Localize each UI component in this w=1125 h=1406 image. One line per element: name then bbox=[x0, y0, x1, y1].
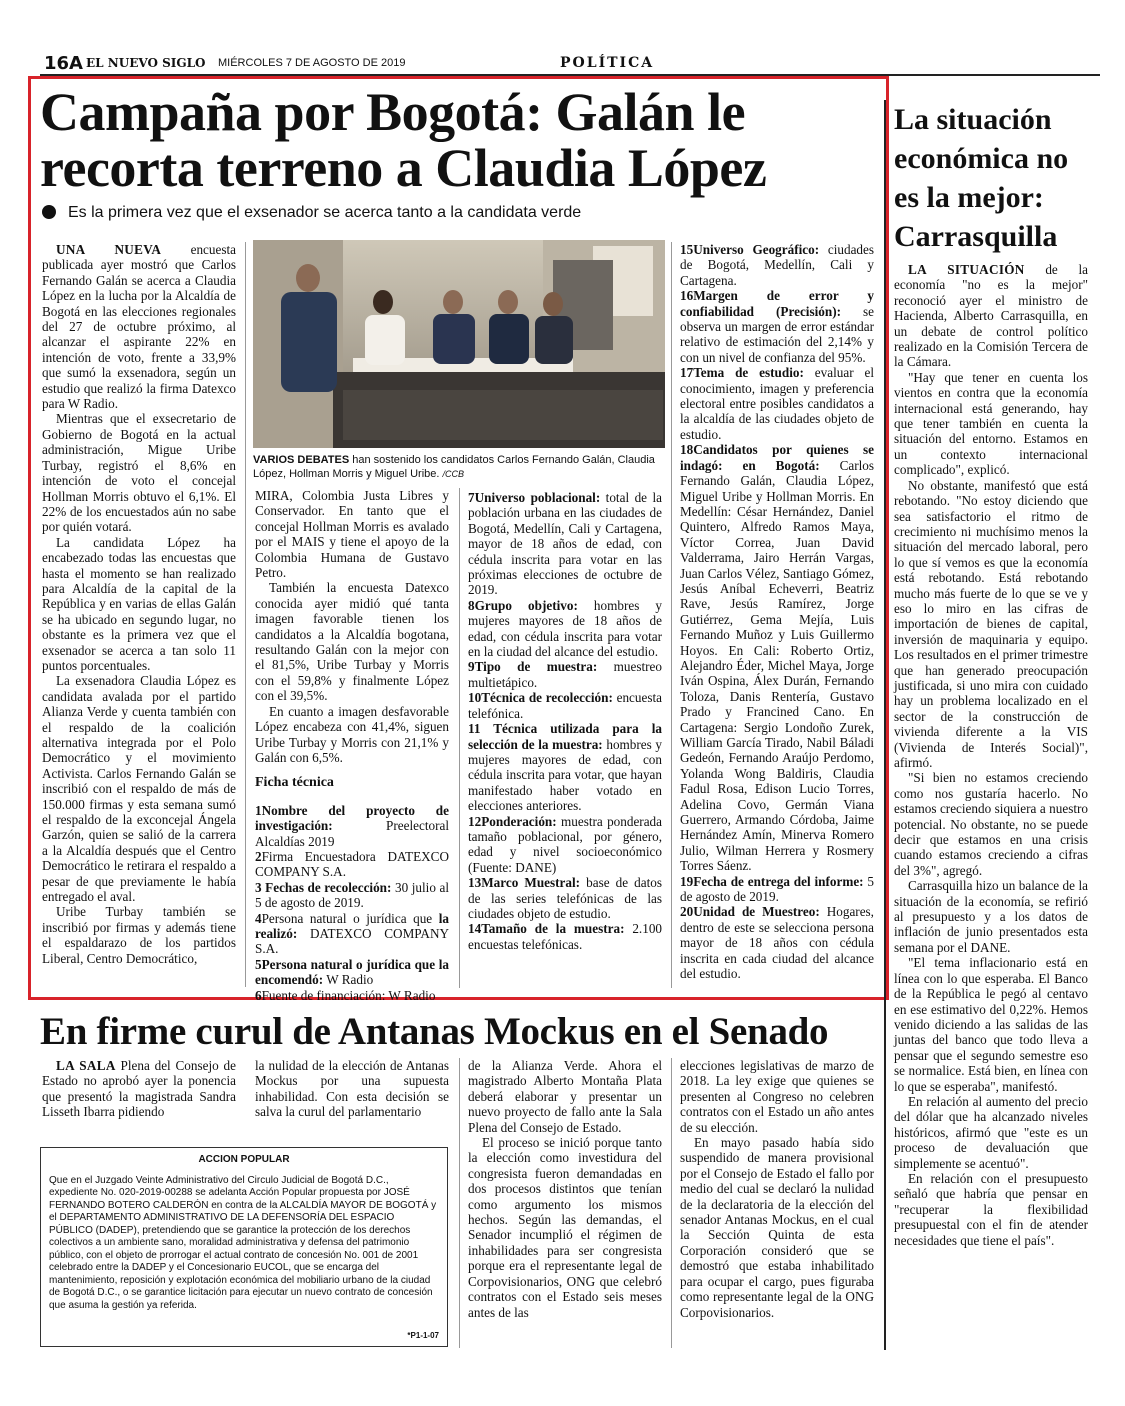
issue-date: MIÉRCOLES 7 DE AGOSTO DE 2019 bbox=[218, 57, 406, 69]
ficha-label: 17Tema de estudio: bbox=[680, 365, 804, 381]
ficha-text: Hogares, dentro de este se selecciona persona mayor de 18 años con cédula inscrita en cada ciudad del alcance del estudio. bbox=[680, 904, 874, 982]
column-rule bbox=[459, 488, 460, 988]
ficha-label: 6 bbox=[255, 987, 262, 1003]
photo-credit: /CCB bbox=[442, 469, 465, 479]
paragraph: En relación con el presupuesto señaló que habría que pensar en "recuperar la flexibilidad presupuestal con el fin de atender necesidades que tiene el país". bbox=[894, 1170, 1088, 1248]
ficha-label: 15Universo Geográfico: bbox=[680, 242, 820, 257]
ficha-text: muestra ponderada tamaño poblacional, por género, edad y nivel socioeconómico (Fuente: DANE) bbox=[468, 813, 662, 875]
main-col-1 bbox=[42, 242, 236, 966]
ficha-text: Fuente de financiación: W Radio bbox=[261, 987, 436, 1003]
paragraph: "Hay que tener en cuenta los vientos en contra que la economía internacional está generando, hay que tener también en cuenta la situación del entorno. Estamos en un contexto internacional complicado", explicó. bbox=[894, 369, 1088, 478]
ficha-label: 4 bbox=[255, 910, 262, 926]
paragraph: Carrasquilla hizo un balance de la situación de la economía, se refirió al presupuesto y a los datos de inflación de junio presentados esta semana por el DANE. bbox=[894, 878, 1088, 955]
notice-title: ACCION POPULAR bbox=[198, 1154, 290, 1165]
ficha-text: encuesta telefónica. bbox=[468, 690, 662, 721]
paragraph: de la economía "no es la mejor" reconoció ayer el ministro de Hacienda, Alberto Carrasquilla, en un debate de control político realizado en la Comisión Tercera de la Cámara. bbox=[894, 262, 1089, 370]
ficha-text: hombres y mujeres mayores de edad, con cédula inscrita para votar, que hayan manifestado haber votado en elecciones anteriores. bbox=[468, 736, 662, 814]
ficha-label: 13Marco Muestral: bbox=[468, 875, 581, 891]
ficha-text: DATEXCO COMPANY S.A. bbox=[255, 925, 449, 957]
column-rule bbox=[671, 1058, 672, 1348]
main-col-4 bbox=[680, 242, 874, 982]
notice-body: Que en el Juzgado Veinte Administrativo del Circulo Judicial de Bogotá D.C., expediente No. 020-2019-00288 se adelanta Acción Popular propuesta por JOSÉ FERNANDO BOTERO CALDERÓN en contra de la ALCALDÍA MAYOR DE BOGOTÁ y el DEPARTAMENTO ADMINISTRATIVO DE LA DEFENSORÍA DEL ESPACIO PÚBLICO (DADEP), pretendiendo que se garantice la protección de los derechos colectivos a un ambiente sano, moralidad administrativa y defensa del patrimonio público, con el objeto de prorrogar el actual contrato de concesión No. 001 de 2001 celebrado entre la DADEP y el Concesionario EUCOL, que se encarga del mantenimiento, reposición y explotación económica del mobiliario urbano de la ciudad de Bogotá D.C., o se garantice licitación para ejecutar un nuevo contrato de concesión que asuma la gestión ya referida. bbox=[49, 1174, 437, 1311]
ficha-text: 2.100 encuestas telefónicas. bbox=[468, 921, 663, 952]
paragraph: "Si bien no estamos creciendo como nos gustaría hacerlo. No estamos creciendo siquiera a nuestro potencial. No obstante, no se puede decir que estamos en una crisis cuando estamos creciendo a cifras del 3%", agregó. bbox=[894, 770, 1088, 878]
paragraph: La candidata López ha encabezado todas las encuestas que hasta el momento se han realizado para Alcaldía de la capital de la República y en varias de ellas Galán se ha ubicado en segundo lugar, no obstante es la primera vez que el exsenador se acerca a tan solo 11 puntos porcentuales. bbox=[42, 534, 236, 673]
legal-notice bbox=[40, 1147, 448, 1347]
column-rule bbox=[671, 242, 672, 988]
ficha-label: 19Fecha de entrega del informe: bbox=[680, 873, 864, 889]
newspaper-name: EL NUEVO SIGLO bbox=[86, 56, 206, 70]
main-deck bbox=[42, 204, 872, 222]
ficha-label: 11 Técnica utilizada para la selección de la muestra: bbox=[468, 721, 662, 752]
masthead bbox=[40, 55, 1100, 73]
paragraph: En mayo pasado había sido suspendido de manera provisional por el Consejo de Estado el fallo por medio del cual se declaró la nulidad de la declaratoria de la elección del senador Antanas Mockus, en el cual la Sección Quinta de esta Corporación consideró que se demostró que estaba inhabilitado para ocupar el cargo, pues figuraba como representante legal de la ONG Corpovisionarios. bbox=[680, 1135, 874, 1320]
ficha-text: evaluar el conocimiento, imagen y preferencia electoral entre posibles candidatos a la alcaldía de las ciudades objeto de estudio. bbox=[680, 365, 874, 442]
sidebar-headline: La situación económica no es la mejor: Carrasquilla bbox=[894, 103, 1069, 253]
ficha-text: 30 julio al 5 de agosto de 2019. bbox=[255, 879, 449, 911]
main-col-2 bbox=[255, 488, 449, 1003]
paragraph: En relación al aumento del precio del dólar que ha alcanzado niveles históricos, afirmó que "este es un proceso de devaluación que simplemente se acentuó". bbox=[894, 1093, 1088, 1171]
ficha-label: 2 bbox=[255, 848, 262, 864]
paragraph: MIRA, Colombia Justa Libres y Conservador. En tanto que el concejal Hollman Morris es avalado por el MAIS y tiene el apoyo de la Colombia Humana de Gustavo Petro. bbox=[255, 488, 449, 581]
bottom-col-2 bbox=[255, 1058, 449, 1120]
deck-text: Es la primera vez que el exsenador se acerca tanto a la candidata verde bbox=[68, 204, 582, 221]
bullet-icon bbox=[42, 205, 56, 219]
page-number: 16A bbox=[44, 53, 83, 74]
ficha-label: 3 Fechas de recolección: bbox=[255, 879, 392, 895]
ficha-text: Persona natural o jurídica que bbox=[261, 910, 439, 926]
sidebar-rule bbox=[884, 100, 886, 1350]
ficha-text: ciudades de Bogotá, Medellín, Cali y Cartagena. bbox=[680, 242, 875, 288]
bottom-col-3 bbox=[468, 1058, 662, 1320]
ficha-text: Firma Encuestadora DATEXCO COMPANY S.A. bbox=[255, 848, 449, 880]
lead-in: UNA NUEVA bbox=[56, 242, 162, 257]
paragraph: elecciones legislativas de marzo de 2018. La ley exige que quienes se presenten al Congreso no celebren contratos con el Estado un año antes de su elección. bbox=[680, 1058, 874, 1135]
ficha-label: 18Candidatos por quienes se indagó: en Bogotá: bbox=[680, 442, 874, 473]
ficha-label: 16Margen de error y confiabilidad (Precisión): bbox=[680, 288, 874, 319]
paragraph: encuesta publicada ayer mostró que Carlos Fernando Galán se acerca a Claudia López en la lucha por la Alcaldía de Bogotá en las elecciones regionales del 27 de octubre próximo, al alcanzar el aspirante 22% en intención de voto, frente a 33,9% que sumó la exsenadora, según un estudio que realizó la firma Datexco para W Radio. bbox=[42, 242, 236, 412]
section-name: POLÍTICA bbox=[560, 55, 655, 71]
paragraph: El proceso se inició porque tanto la elección como investidura del congresista fueron demandadas en dos procesos distintos que tenían como argumento los mismos hechos. Según las demandas, el Senador incumplió el régimen de inhabilidades para ser congresista porque era el representante legal de Corpovisionarios, ONG que celebró contratos con el Estado seis meses antes de las bbox=[468, 1135, 662, 1320]
ficha-label: 8Grupo objetivo: bbox=[468, 597, 578, 613]
ficha-label: 1Nombre del proyecto de investigación: bbox=[255, 802, 449, 834]
caption-lead: VARIOS DEBATES bbox=[253, 454, 350, 466]
ficha-label: 12Ponderación: bbox=[468, 813, 557, 829]
ficha-label: 10Técnica de recolección: bbox=[468, 690, 613, 706]
paragraph: Mientras que el exsecretario de Gobierno de Bogotá en la actual administración, Migue Uribe Turbay, registró el 8,6% en intención de voto el concejal Hollman Morris obtuvo el 6,1%. El 22% de los encuestados aún no sabe por quién votará. bbox=[42, 411, 236, 535]
bottom-headline: En firme curul de Antanas Mockus en el Senado bbox=[40, 1010, 829, 1053]
bottom-col-4 bbox=[680, 1058, 874, 1320]
lead-in: LA SALA bbox=[56, 1058, 116, 1073]
ficha-label: 20Unidad de Muestreo: bbox=[680, 904, 820, 920]
paragraph: Uribe Turbay también se inscribió por firmas y además tiene el espaldarazo de los partidos Liberal, Centro Democrático, bbox=[42, 904, 236, 966]
paragraph: También la encuesta Datexco conocida ayer midió qué tanta imagen favorable tienen los candidatos a la Alcaldía bogotana, resultando Galán con la mejor con el 81,5%, Uribe Turbay y Morris con el 59,8% y finalmente López con el 39,5%. bbox=[255, 580, 449, 704]
paragraph: la nulidad de la elección de Antanas Mockus por una supuesta inhabilidad. Con esta decisión se salva la curul del parlamentario bbox=[255, 1058, 449, 1120]
ficha-label: 14Tamaño de la muestra: bbox=[468, 921, 625, 937]
ficha-text: total de la población urbana en las ciudades de Bogotá, Medellín, Cali y Cartagena, mayor de 18 años de edad, con cédula inscrita para votar en las próximas elecciones de octubre de 2019. bbox=[468, 490, 662, 598]
ficha-text: 5 de agosto de 2019. bbox=[680, 873, 875, 905]
lead-in: LA SITUACIÓN bbox=[908, 262, 1025, 277]
ficha-text: base de datos de las series telefónicas de las ciudades objeto de estudio. bbox=[468, 875, 663, 921]
notice-code: *P1-1-07 bbox=[407, 1330, 439, 1340]
ficha-text: hombres y mujeres mayores de 18 años de edad, con cédula inscrita para votar en la ciudad del alcance del estudio. bbox=[468, 597, 662, 660]
main-headline: Campaña por Bogotá: Galán le recorta terreno a Claudia López bbox=[40, 82, 767, 198]
paragraph: "El tema inflacionario está en línea con lo que esperaba. El Banco de la República le pegó al centavo en ese estimativo del 0,22%. Hemos venido diciendo a las salidas de las juntas del banco que todo lleva a pensar que el segundo semestre eso se normalice. Está bien, en línea con lo que se esperaba", manifestó. bbox=[894, 955, 1088, 1094]
ficha-label: 7Universo poblacional: bbox=[468, 490, 601, 505]
ficha-title: Ficha técnica bbox=[255, 775, 334, 791]
paragraph: No obstante, manifestó que está rebotando. "No estoy diciendo que sea satisfactorio el ritmo de crecimiento ni muchísimo menos la situación del mercado laboral, pero lo que sí vemos es que la economía está rebotando. Está rebotando mucho más fuerte de lo que se ve y eso lo miro en las cifras de importación de bienes de capital, inversión de maquinaria y equipo. Los resultados en el primer trimestre que han generado preocupación justificada, si uno mira con cuidado hay un problema localizado en el sector de la construcción de vivienda diferente a la VIS (Vivienda de Interés Social)", afirmó. bbox=[894, 477, 1088, 770]
paragraph: La exsenadora Claudia López es candidata avalada por el partido Alianza Verde y cuenta también con el respaldo de la coalición alternativa integrada por el Polo Democrático y el movimiento Activista. Carlos Fernando Galán se inscribió con el respaldo de más de 150.000 firmas y esta semana sumó el respaldo de la exconcejal Ángela Garzón, quien se salió de la carrera a la Alcaldía después que el Centro Democrático le retirara el respaldo a pesar de que previamente le había entregado el aval. bbox=[42, 673, 236, 905]
ficha-text-bold: la realizó: bbox=[255, 910, 449, 941]
ficha-label: 5Persona natural o jurídica que la encomendó: bbox=[255, 956, 449, 988]
photo-caption bbox=[253, 453, 665, 481]
ficha-text: se observa un margen de error estándar relativo de estimación del 2,14% y con un nivel de confianza del 95%. bbox=[680, 303, 874, 365]
ficha-text: W Radio bbox=[323, 972, 374, 988]
caption-text: han sostenido los candidatos Carlos Fernando Galán, Claudia López, Hollman Morris y Miguel Uribe. bbox=[253, 454, 655, 480]
debate-photo bbox=[253, 240, 665, 448]
paragraph: Plena del Consejo de Estado no aprobó ayer la ponencia que presentó la magistrada Sandra Lisseth Ibarra pidiendo bbox=[42, 1058, 236, 1120]
debate-photo-image bbox=[253, 240, 665, 448]
ficha-text: Preelectoral Alcaldías 2019 bbox=[255, 818, 449, 849]
ficha-text: muestreo multietápico. bbox=[468, 659, 663, 690]
ficha-label: 9Tipo de muestra: bbox=[468, 659, 598, 675]
bottom-col-1 bbox=[42, 1058, 236, 1120]
main-col-3 bbox=[468, 490, 662, 952]
sidebar-body bbox=[894, 262, 1088, 1248]
column-rule bbox=[459, 1058, 460, 1348]
paragraph: En cuanto a imagen desfavorable López encabeza con 41,4%, siguen Uribe Turbay y Morris con 21,1% y Galán con 6,5%. bbox=[255, 703, 449, 765]
ficha-text: Carlos Fernando Galán, Claudia López, Miguel Uribe y Hollman Morris. En Medellín: César Hernández, Daniel Quintero, Alfredo Ramos Maya, Víctor Correa, Juan David Valderrama, Jairo Herrán Vargas, Juan Carlos Vélez, Santiago Gómez, Jesús Aníbal Echeverri, Beatriz Rave, Jesús Ramírez, Jorge Gutiérrez, Gema Mejía, Luis Fernando Muñoz y Luis Guillermo Hoyos. En Cali: Roberto Ortiz, Alejandro Éder, Michel Maya, Jorge Iván Ospina, Álex Durán, Fernando Toloza, Danis Rentería, Gustavo Prado y Francined Cano. En Cartagena: Sergio Londoño Zurek, William García Tirado, Nabil Báladi Gedeón, Fernando Araújo Perdomo, Yolanda Wong Baldiris, Claudia Fadul Rosa, Edison Lucio Torres, Adelina Covo, Germán Viana Guerrero, Armando Córdoba, Jaime Hernández Amín, Minerva Romero Julio, Wilman Herrera y Rosmery Torres Sáenz. bbox=[680, 457, 874, 874]
column-rule bbox=[245, 242, 246, 987]
paragraph: de la Alianza Verde. Ahora el magistrado Alberto Montaña Plata deberá elaborar y presentar un nuevo proyecto de fallo ante la Sala Plena del Consejo de Estado. bbox=[468, 1058, 662, 1135]
